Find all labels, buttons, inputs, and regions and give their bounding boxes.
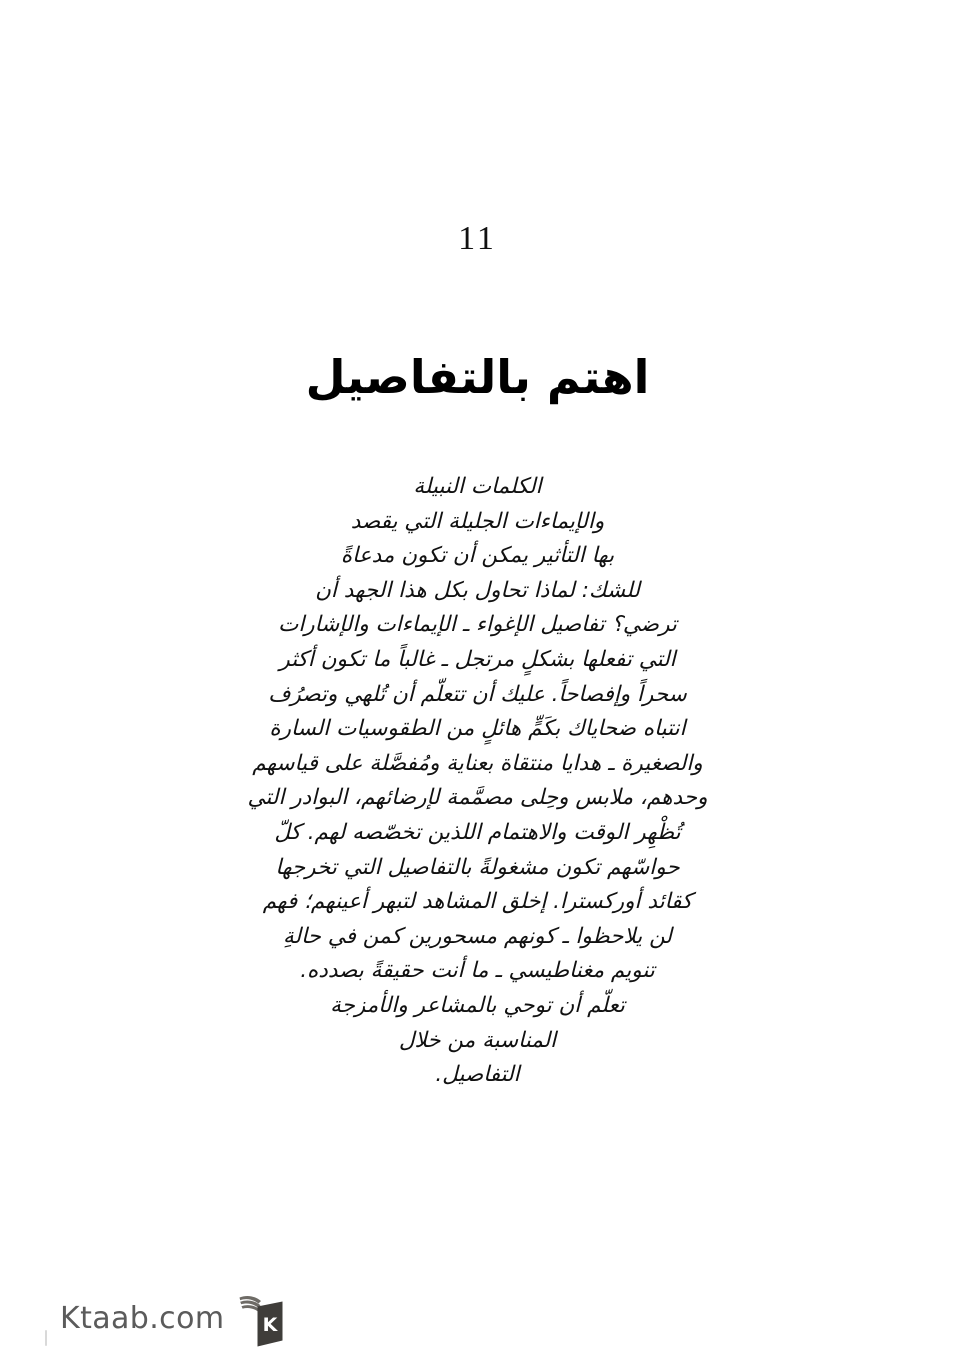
body-line: والإيماءات الجليلة التي يقصد (350, 508, 605, 534)
body-line: وحدهم، ملابس وحِلى مصمَّمة لإرضائهم، البوادر التي (247, 785, 708, 811)
ktaab-wordmark: Ktaab.com (60, 1301, 225, 1336)
body-line: سحراً وإفصاحاً. عليك أن تتعلّم أن تُلهي وتصرُف (268, 681, 687, 707)
body-line: تعلّم أن توحي بالمشاعر والأمزجة (330, 992, 625, 1018)
body-line: التي تفعلها بشكلٍ مرتجل ـ غالباً ما تكون أكثر (279, 646, 676, 672)
body-line: تنويم مغناطيسي ـ ما أنت حقيقةً بصدده. (300, 958, 655, 984)
body-line: والصغيرة ـ هدايا منتقاة بعناية ومُفصَّلة على قياسهم (252, 750, 703, 776)
ktaab-watermark (60, 1286, 289, 1352)
body-line: حواسّهم تكون مشغولةً بالتفاصيل التي تخرجها (275, 854, 680, 880)
body-line: انتباه ضحاياك بكَمٍّ هائلٍ من الطقوسيات السارة (269, 716, 686, 742)
page-number: 11 (458, 220, 497, 257)
chapter-title: اهتم بالتفاصيل (305, 349, 650, 404)
body-line: التفاصيل. (435, 1062, 520, 1088)
body-line: تُظْهِر الوقت والاهتمام اللذين تخصّصه لهم. كلّ (274, 819, 681, 845)
page-edge-speck (45, 1330, 47, 1346)
body-line: كقائد أوركسترا. إخلق المشاهد لتبهر أعينهم؛ فهم (262, 889, 693, 915)
open-book-icon (237, 1290, 289, 1348)
body-text-block (243, 470, 713, 1093)
body-line: بها التأثير يمكن أن تكون مدعاةً (340, 543, 615, 569)
body-line: ترضي؟ تفاصيل الإغواء ـ الإيماءات والإشارات (278, 612, 677, 638)
body-line: للشك: لماذا تحاول بكل هذا الجهد أن (315, 577, 640, 603)
body-line: الكلمات النبيلة (413, 474, 542, 499)
svg-text:K: K (263, 1314, 278, 1336)
body-line: لن يلاحظوا ـ كونهم مسحورين كمن في حالةِ (283, 923, 672, 949)
body-line: المناسبة من خلال (398, 1027, 557, 1053)
